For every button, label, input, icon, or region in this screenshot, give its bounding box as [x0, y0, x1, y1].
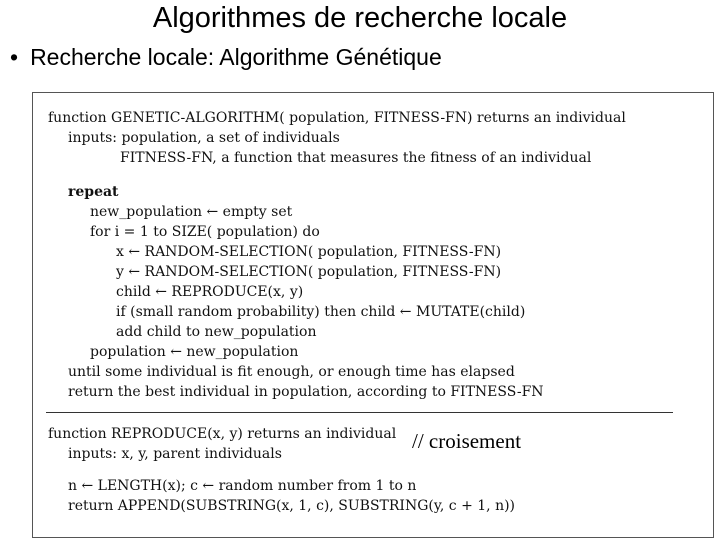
code-line: until some individual is fit enough, or enough time has elapsed	[68, 364, 515, 380]
section-divider	[46, 412, 673, 413]
code-line: return APPEND(SUBSTRING(x, 1, c), SUBSTRING(y, c + 1, n))	[68, 498, 516, 514]
code-line: x ← RANDOM-SELECTION( population, FITNESS-FN)	[116, 244, 502, 260]
bullet-item	[10, 44, 442, 71]
code-line: population ← new_population	[90, 344, 299, 360]
code-line: child ← REPRODUCE(x, y)	[116, 284, 304, 300]
code-line: for i = 1 to SIZE( population) do	[90, 224, 320, 240]
code-line: new_population ← empty set	[90, 204, 293, 220]
code-line: return the best individual in population, according to FITNESS-FN	[68, 384, 544, 400]
code-line: inputs: population, a set of individuals	[68, 130, 340, 146]
code-line: add child to new_population	[116, 324, 317, 340]
code-line: y ← RANDOM-SELECTION( population, FITNESS-FN)	[116, 264, 502, 280]
code-line: function REPRODUCE(x, y) returns an individual	[48, 426, 397, 442]
slide-title: Algorithmes de recherche locale	[152, 2, 568, 34]
code-line: n ← LENGTH(x); c ← random number from 1 to n	[68, 478, 417, 494]
bullet-dot-icon: •	[10, 44, 19, 70]
code-line: if (small random probability) then child ← MUTATE(child)	[116, 304, 526, 320]
bullet-text: Recherche locale: Algorithme Génétique	[30, 44, 442, 70]
code-line: FITNESS-FN, a function that measures the fitness of an individual	[120, 150, 592, 166]
code-line: inputs: x, y, parent individuals	[68, 446, 282, 462]
code-line: function GENETIC-ALGORITHM( population, FITNESS-FN) returns an individual	[48, 110, 626, 126]
crossover-comment: // croisement	[412, 429, 522, 453]
code-line: repeat	[68, 184, 119, 200]
